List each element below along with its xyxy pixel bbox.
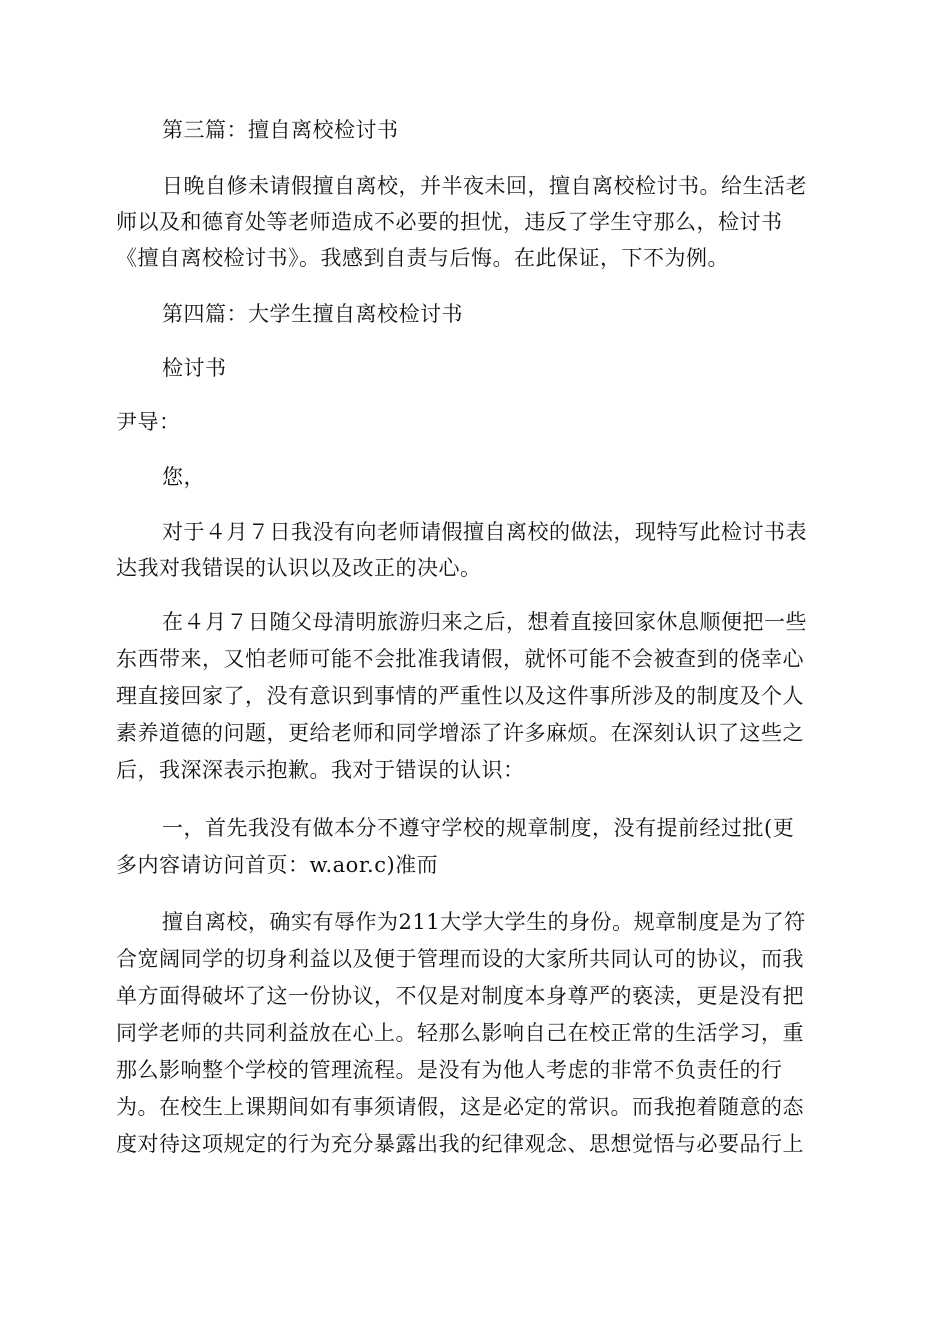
paragraph-line: 对于４月７日我没有向老师请假擅自离校的做法，现特写此检讨书表	[162, 520, 807, 544]
paragraph-line: 多内容请访问首页：w.aor.c)准而	[116, 853, 439, 877]
paragraph-line: 单方面得破坏了这一份协议，不仅是对制度本身尊严的亵渎，更是没有把	[116, 984, 804, 1008]
paragraph-line: 度对待这项规定的行为充分暴露出我的纪律观念、思想觉悟与必要品行上	[116, 1132, 804, 1156]
paragraph-line: 后，我深深表示抱歉。我对于错误的认识：	[116, 758, 525, 782]
paragraph-line: 理直接回家了，没有意识到事情的严重性以及这件事所涉及的制度及个人	[116, 684, 804, 708]
paragraph-line: 同学老师的共同利益放在心上。轻那么影响自己在校正常的生活学习，重	[116, 1021, 804, 1045]
paragraph-line: 师以及和德育处等老师造成不必要的担忧，违反了学生守那么，检讨书	[116, 210, 783, 234]
paragraph-line: 合宽阔同学的切身利益以及便于管理而设的大家所共同认可的协议，而我	[116, 947, 804, 971]
paragraph-line: 达我对我错误的认识以及改正的决心。	[116, 556, 482, 580]
paragraph-line: 一，首先我没有做本分不遵守学校的规章制度，没有提前经过批(更	[162, 816, 795, 840]
paragraph-line: 日晚自修未请假擅自离校，并半夜未回，擅自离校检讨书。给生活老	[162, 174, 807, 198]
paragraph-line: 东西带来，又怕老师可能不会批准我请假，就怀可能不会被查到的侥幸心	[116, 647, 804, 671]
paragraph-line: 《擅自离校检讨书》。我感到自责与后悔。在此保证，下不为例。	[116, 246, 729, 270]
paragraph-line: 擅自离校，确实有辱作为211大学大学生的身份。规章制度是为了符	[162, 910, 806, 934]
greeting: 您，	[162, 465, 205, 489]
salutation: 尹导：	[116, 410, 181, 434]
letter-title: 检讨书	[162, 356, 227, 380]
paragraph-line: 在４月７日随父母清明旅游归来之后，想着直接回家休息顺便把一些	[162, 610, 807, 634]
paragraph-line: 素养道德的问题，更给老师和同学增添了许多麻烦。在深刻认识了这些之	[116, 721, 804, 745]
paragraph-line: 为。在校生上课期间如有事须请假，这是必定的常识。而我抱着随意的态	[116, 1095, 804, 1119]
section-heading-3: 第三篇：擅自离校检讨书	[162, 118, 399, 142]
section-heading-4: 第四篇：大学生擅自离校检讨书	[162, 302, 463, 326]
paragraph-line: 那么影响整个学校的管理流程。是没有为他人考虑的非常不负责任的行	[116, 1058, 783, 1082]
